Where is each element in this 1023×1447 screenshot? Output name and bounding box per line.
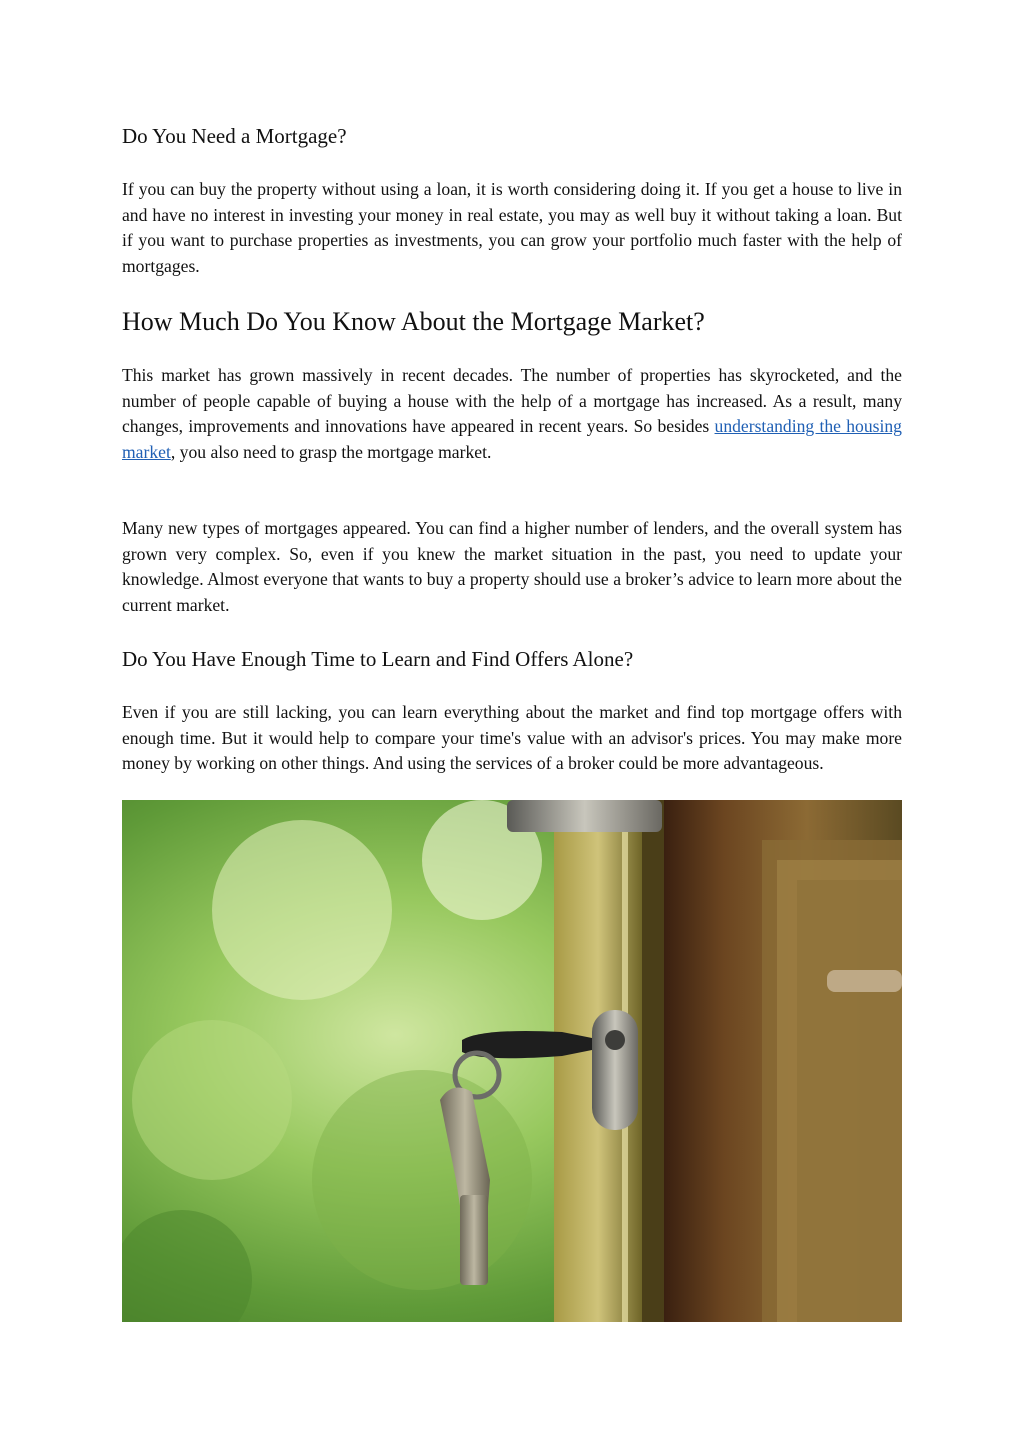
paragraph-mortgage-market-1 (122, 363, 902, 465)
heading-enough-time: Do You Have Enough Time to Learn and Find Offers Alone? (122, 647, 634, 671)
heading-need-mortgage: Do You Need a Mortgage? (122, 124, 347, 148)
housing-market-link[interactable]: understanding the housing market (122, 416, 902, 462)
heading-mortgage-market: How Much Do You Know About the Mortgage Market? (122, 307, 705, 336)
paragraph-text-after-link: , you also need to grasp the mortgage market. (170, 441, 492, 462)
paragraph-mortgage-market-2: Many new types of mortgages appeared. You can find a higher number of lenders, and the overall system has grown very complex. So, even if you knew the market situation in the past, you need to update your knowledge. Almost everyone that wants to buy a property should use a broker’s advice to learn more about the current market. (122, 518, 902, 615)
paragraph-text-before-link: This market has grown massively in recent decades. The number of properties has skyrocketed, and the number of people capable of buying a house with the help of a mortgage has increased. As a result, many changes, improvements and innovations have appeared in recent years. So besides (122, 365, 902, 437)
key-in-door-photo (122, 800, 902, 1322)
paragraph-enough-time: Even if you are still lacking, you can learn everything about the market and find top mortgage offers with enough time. But it would help to compare your time's value with an advisor's prices. You may make more money by working on other things. And using the services of a broker could be more advantageous. (122, 702, 902, 774)
paragraph-need-mortgage: If you can buy the property without using a loan, it is worth considering doing it. If you get a house to live in and have no interest in investing your money in real estate, you may as well buy it without taking a loan. But if you want to purchase properties as investments, you can grow your portfolio much faster with the help of mortgages. (122, 179, 902, 276)
